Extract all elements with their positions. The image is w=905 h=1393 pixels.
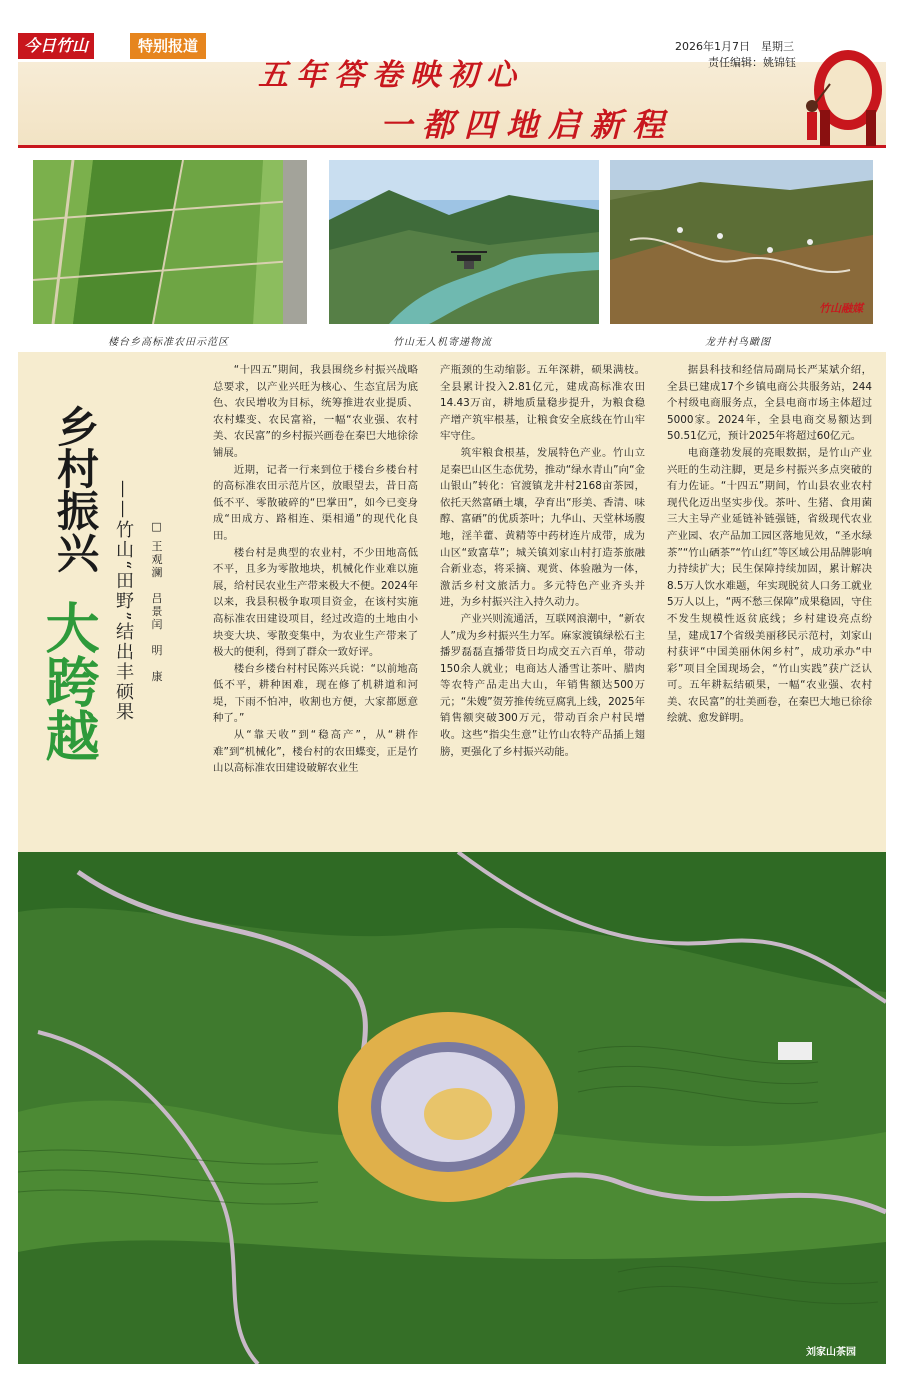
article-column-3 xyxy=(667,362,872,727)
paragraph: 近期，记者一行来到位于楼台乡楼台村的高标准农田示范片区，放眼望去，昔日高低不平、零散破碎的“巴掌田”，如今已变身成“田成方、路相连、渠相通”的现代化良田。 xyxy=(213,463,418,542)
caption-village: 龙井村鸟瞰图 xyxy=(705,337,771,348)
photo-watermark: 竹山融媒 xyxy=(819,302,863,315)
photo-tea-garden xyxy=(18,852,886,1364)
paragraph: 电商蓬勃发展的亮眼数据，是竹山产业兴旺的生动注脚，更是乡村振兴多点突破的有力佐证。“十四五”期间，竹山县农业农村现代化迈出坚实步伐。茶叶、生猪、食用菌三大主导产业延链补链强链，省级现代农业产业园、农产品加工园区落地见效，“圣水绿茶”“竹山硒茶”“竹山红”等区域公用品牌影响力持续扩大；民生保障持续加固，累计解决8.5万人饮水难题，年实现脱贫人口务工就业5万人以上，“两不愁三保障”成果稳固，守住不发生规模性返贫底线；乡村建设亮点纷呈，建成17个省级美丽移民示范村，刘家山村获评“中国美丽休闲乡村”，成功承办“中彩”项目全国现场会，“竹山实践”获广泛认可。五年耕耘结硕果，一幅“农业强、农村美、农民富”的壮美画卷，在秦巴大地已徐徐绘就、愈发鲜明。 xyxy=(667,446,872,725)
paragraph: 产瓶颈的生动缩影。五年深耕，硕果满枝。全县累计投入2.81亿元，建成高标准农田14.43万亩，耕地质量稳步提升，为粮食稳产增产筑牢根基，让粮食安全底线在竹山牢牢守住。 xyxy=(440,364,645,443)
paragraph: 楼台村是典型的农业村，不少田地高低不平，且多为零散地块，机械化作业难以施展，给村民农业生产带来极大不便。2024年以来，我县积极争取项目资金，在该村实施高标准农田建设项目，经过改造的土地由小块变大块、零散变集中，为农业生产带来了极大的便利，得到了群众一致好评。 xyxy=(213,546,418,659)
caption-tea-garden: 刘家山茶园 xyxy=(806,1347,856,1358)
article-column-2 xyxy=(440,362,645,760)
banner-title-line2: 一都四地启新程 xyxy=(380,106,675,144)
photo-longjing-village xyxy=(610,160,873,324)
drum-illustration xyxy=(790,28,890,148)
caption-farmland: 楼台乡高标准农田示范区 xyxy=(108,337,229,348)
photo-drone-delivery xyxy=(329,160,599,324)
editor-credit: 责任编辑：姚锦钰 xyxy=(708,56,796,69)
banner-title-line1: 五年答卷映初心 xyxy=(258,58,524,93)
paragraph: “十四五”期间，我县围绕乡村振兴战略总要求，以产业兴旺为核心、生态宜居为底色、农民增收为目标，统筹推进农业提质、农村蝶变、农民富裕，一幅“农业强、农村美、农民富”的乡村振兴画卷在秦巴大地徐徐铺展。 xyxy=(213,364,418,459)
section-label: 特别报道 xyxy=(130,33,206,59)
paragraph: 从“靠天收”到“稳高产”，从“耕作难”到“机械化”，楼台村的农田蝶变，正是竹山以高标准农田建设破解农业生 xyxy=(213,729,418,775)
photo-farmland xyxy=(33,160,307,324)
headline-part2: 大跨越 xyxy=(37,600,101,762)
subheadline: ——竹山“田野”结出丰硕果 xyxy=(113,480,134,723)
caption-drone: 竹山无人机寄递物流 xyxy=(393,337,492,348)
issue-date: 2026年1月7日 星期三 xyxy=(675,40,794,53)
paragraph: 据县科技和经信局副局长严某斌介绍，全县已建成17个乡镇电商公共服务站，244个村级电商服务点，全县电商市场主体超过5000家。2024年，全县电商交易额达到50.51亿元，预计2025年将超过60亿元。 xyxy=(667,364,872,443)
byline: □ 王观澜 吕景闰 明 康 xyxy=(150,520,163,684)
paragraph: 楼台乡楼台村村民陈兴兵说：“以前地高低不平，耕种困难，现在修了机耕道和河堤，下雨不怕冲，收割也方便，大家都愿意种了。” xyxy=(213,662,418,725)
page-header xyxy=(0,0,905,150)
headline-part1: 乡村振兴 xyxy=(51,405,100,573)
paragraph: 筑牢粮食根基，发展特色产业。竹山立足秦巴山区生态优势，推动“绿水青山”向“金山银山”转化：官渡镇龙井村2168亩茶园，依托天然富硒土壤，孕育出“形美、香清、味醇、富硒”的优质茶叶；九华山、天堂林场腹地，淫羊藿、黄精等中药材连片成带，成为山区“致富草”；城关镇刘家山村打造茶旅融合新业态，将采摘、观赏、体验融为一体，激活乡村文旅活力。多元特色产业齐头并进，为乡村振兴注入持久动力。 xyxy=(440,446,645,609)
paragraph: 产业兴则流通活，互联网浪潮中，“新农人”成为乡村振兴生力军。麻家渡镇绿松石主播罗磊磊直播带货日均成交五六百单，带动150余人就业；电商达人潘雪让茶叶、腊肉等农特产品走出大山，年销售额达500万元；“朱嫂”贺芳推传统豆腐乳上线，2025年销售额突破300万元，带动百余户村民增收。这些“指尖生意”让竹山农特产品插上翅膀，更强化了乡村振兴动能。 xyxy=(440,612,645,758)
article-column-1 xyxy=(213,362,418,777)
masthead-logo: 今日竹山 xyxy=(18,33,94,59)
